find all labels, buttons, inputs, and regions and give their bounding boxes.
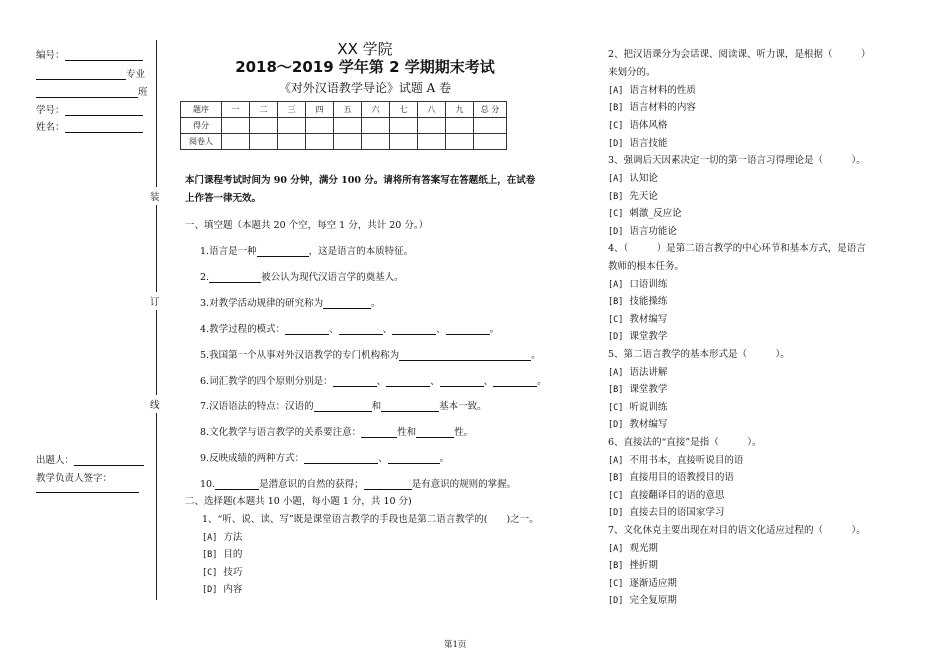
fill-question-3 (200, 295, 381, 309)
choice-question-6-stem: 6、直接法的“直接”是指（ ）。 (608, 437, 762, 448)
number-label: 编号： (36, 50, 65, 61)
score-table-header: 总 分 (474, 102, 507, 118)
option-text: 目的 (223, 549, 243, 560)
option-text: 技能操练 (629, 296, 668, 307)
student-id-blank[interactable] (65, 104, 143, 116)
option-text: 听说训练 (629, 402, 668, 413)
q10-blank[interactable] (364, 478, 412, 490)
exam-subject-title: 《对外汉语教学导论》试题 A 卷 (278, 81, 452, 95)
choice-option[interactable] (608, 381, 667, 395)
option-text: 课堂教学 (629, 384, 668, 395)
option-key: [D] (608, 508, 624, 518)
choice-option[interactable] (608, 311, 667, 325)
grader-cell[interactable] (222, 134, 250, 150)
option-text: 先天论 (629, 191, 658, 202)
choice-option[interactable] (608, 223, 677, 237)
setter-field (36, 452, 144, 466)
option-text: 逐渐适应期 (629, 578, 677, 589)
score-table-header-row (181, 102, 507, 118)
choice-option[interactable] (608, 170, 658, 184)
q7-blank[interactable] (314, 400, 372, 412)
option-text: 直接去目的语国家学习 (629, 507, 725, 518)
option-text: 语言功能论 (629, 226, 677, 237)
q10-text-a: 10. (200, 479, 216, 490)
score-row (181, 118, 507, 134)
q4-blank[interactable] (392, 323, 436, 335)
choice-option[interactable] (608, 469, 734, 483)
option-text: 认知论 (629, 173, 658, 184)
score-table-header: 六 (362, 102, 390, 118)
binding-line (156, 40, 157, 600)
q9-blank[interactable] (304, 452, 378, 464)
grader-cell[interactable] (362, 134, 390, 150)
class-field (36, 84, 148, 98)
option-key: [C] (608, 121, 624, 131)
q6-blank[interactable] (440, 375, 484, 387)
option-text: 技巧 (223, 567, 243, 578)
binding-char-ding: 订 (150, 292, 160, 310)
option-key: [C] (202, 568, 218, 578)
grader-cell[interactable] (446, 134, 474, 150)
option-key: [C] (608, 315, 624, 325)
setter-label: 出题人： (36, 455, 75, 466)
score-cell[interactable] (474, 118, 507, 134)
option-text: 教材编写 (629, 419, 668, 430)
choice-option[interactable] (608, 99, 696, 113)
choice-question-4-stem: 4、（ ）是第二语言教学的中心环节和基本方式，是语言 (608, 243, 866, 254)
grader-cell[interactable] (306, 134, 334, 150)
grader-cell[interactable] (474, 134, 507, 150)
reviewer-blank[interactable] (36, 492, 139, 493)
major-field (36, 66, 145, 80)
q7-text-c: 基本一致。 (439, 401, 487, 412)
choice-question-4-stem-cont: 教师的根本任务。 (608, 261, 685, 272)
grader-cell[interactable] (278, 134, 306, 150)
fill-question-5 (200, 347, 541, 361)
reviewer-label: 教学负责人签字： (36, 473, 113, 484)
option-key: [B] (608, 385, 624, 395)
instructions-line-2: 上作答一律无效。 (185, 193, 262, 204)
choice-option[interactable] (202, 564, 242, 578)
option-text: 语言技能 (629, 138, 668, 149)
q7-text-a: 7.汉语语法的特点：汉语的 (200, 401, 314, 412)
separator: 、 (382, 324, 393, 335)
grader-cell[interactable] (390, 134, 418, 150)
binding-char-zhuang: 装 (150, 187, 160, 205)
q3-text-a: 3.对教学活动规律的研究称为 (200, 298, 324, 309)
option-text: 语言材料的内容 (629, 102, 696, 113)
choice-option[interactable] (608, 399, 667, 413)
option-text: 口语训练 (629, 279, 668, 290)
option-text: 课堂教学 (629, 331, 668, 342)
period: 。 (531, 350, 541, 361)
fill-question-6 (200, 373, 547, 387)
option-text: 不用书本，直接听说目的语 (629, 455, 744, 466)
choice-option[interactable] (608, 592, 677, 606)
score-table-header: 九 (446, 102, 474, 118)
option-text: 完全复原期 (629, 595, 677, 606)
score-table (180, 101, 507, 150)
grader-cell[interactable] (250, 134, 278, 150)
q8-text-c: 性。 (454, 427, 474, 438)
q3-text-b: 。 (371, 298, 381, 309)
period: 。 (489, 324, 500, 335)
choice-question-2-stem-cont: 来划分的。 (608, 67, 656, 78)
q10-text-b: 是潜意识的自然的获得； (259, 479, 364, 490)
section2-title: 二、选择题(本题共 10 小题，每小题 1 分，共 10 分) (185, 496, 412, 507)
q4-blank[interactable] (285, 323, 329, 335)
score-table-header: 题序 (181, 102, 222, 118)
q1-text-b: ，这是语言的本质特征。 (308, 246, 414, 257)
q5-blank[interactable] (399, 349, 531, 361)
choice-option[interactable] (202, 581, 242, 595)
option-key: [C] (608, 491, 624, 501)
major-label: 专业 (126, 69, 146, 80)
q6-blank[interactable] (333, 375, 377, 387)
score-cell[interactable] (362, 118, 390, 134)
q2-blank[interactable] (209, 271, 261, 283)
option-text: 直接用目的语教授目的语 (629, 472, 734, 483)
name-blank[interactable] (65, 121, 143, 133)
q2-text-a: 2. (200, 272, 210, 283)
q8-blank[interactable] (416, 426, 454, 438)
score-table-header: 三 (278, 102, 306, 118)
name-field (36, 119, 143, 133)
q4-blank[interactable] (339, 323, 383, 335)
q8-text-b: 性和 (397, 427, 417, 438)
score-table-header: 五 (334, 102, 362, 118)
fill-question-9 (200, 450, 449, 464)
fill-question-2 (200, 269, 404, 283)
score-cell[interactable] (250, 118, 278, 134)
option-text: 语言材料的性质 (629, 85, 696, 96)
binding-char-xian: 线 (150, 395, 160, 413)
score-table-header: 二 (250, 102, 278, 118)
q6-blank[interactable] (493, 375, 537, 387)
option-text: 语体风格 (629, 120, 668, 131)
score-cell[interactable] (278, 118, 306, 134)
number-field (36, 47, 143, 61)
score-cell[interactable] (334, 118, 362, 134)
option-key: [B] (608, 473, 624, 483)
score-cell[interactable] (418, 118, 446, 134)
q4-text-a: 4.教学过程的模式： (200, 324, 286, 335)
choice-question-3-stem: 3、强调后天因素决定一切的第一语言习得理论是（ ）。 (608, 155, 866, 166)
q7-blank[interactable] (381, 400, 439, 412)
fill-question-1 (200, 243, 413, 257)
separator: 、 (436, 324, 446, 335)
option-key: [A] (608, 174, 624, 184)
option-key: [D] (608, 596, 624, 606)
fill-question-7 (200, 398, 487, 412)
option-text: 方法 (223, 532, 243, 543)
separator: 、 (483, 376, 494, 387)
option-text: 内容 (223, 584, 243, 595)
option-key: [B] (202, 550, 218, 560)
choice-question-1-stem: 1、“听、说、读、写”既是课堂语言教学的手段也是第二语言教学的( )之一。 (202, 514, 539, 525)
score-cell[interactable] (306, 118, 334, 134)
q5-text-a: 5.我国第一个从事对外汉语教学的专门机构称为 (200, 350, 400, 361)
separator: 、 (378, 453, 388, 464)
score-table-header: 一 (222, 102, 250, 118)
option-key: [A] (608, 86, 624, 96)
setter-blank[interactable] (74, 454, 144, 466)
option-text: 观光期 (629, 543, 658, 554)
class-blank[interactable] (36, 86, 138, 98)
q6-blank[interactable] (386, 375, 430, 387)
option-key: [A] (608, 368, 624, 378)
fill-question-10 (200, 476, 516, 490)
q10-blank[interactable] (215, 478, 259, 490)
period: 。 (537, 376, 547, 387)
option-key: [B] (608, 192, 624, 202)
student-id-field (36, 102, 143, 116)
instructions-line-1: 本门课程考试时间为 90 分钟，满分 100 分。请将所有答案写在答题纸上，在试卷 (185, 175, 536, 186)
school-title: XX 学院 (337, 40, 393, 58)
score-cell[interactable] (390, 118, 418, 134)
grader-row (181, 134, 507, 150)
score-cell[interactable] (446, 118, 474, 134)
option-key: [A] (608, 456, 624, 466)
fill-question-8 (200, 424, 473, 438)
choice-question-5-stem: 5、第二语言教学的基本形式是（ ）。 (608, 349, 790, 360)
q1-blank[interactable] (257, 245, 309, 257)
q7-text-b: 和 (371, 401, 382, 412)
option-key: [A] (608, 280, 624, 290)
separator: 、 (430, 376, 440, 387)
exam-term-title: 2018～2019 学年第 2 学期期末考试 (235, 58, 495, 76)
separator: 、 (329, 324, 339, 335)
name-label: 姓名： (36, 122, 65, 133)
page-number: 第1页 (444, 640, 467, 650)
grader-row-label: 阅卷人 (181, 134, 222, 150)
score-table-header: 七 (390, 102, 418, 118)
choice-option[interactable] (608, 364, 667, 378)
choice-option[interactable] (608, 276, 667, 290)
q9-blank[interactable] (388, 452, 440, 464)
choice-question-2-stem: 2、把汉语课分为会话课、阅读课、听力课，是根据（ ） (608, 49, 871, 60)
choice-option[interactable] (608, 452, 743, 466)
option-key: [D] (608, 227, 624, 237)
choice-option[interactable] (608, 82, 696, 96)
choice-option[interactable] (608, 205, 682, 219)
option-key: [D] (202, 585, 218, 595)
option-text: 语法讲解 (629, 367, 668, 378)
option-key: [A] (608, 544, 624, 554)
choice-option[interactable] (608, 188, 658, 202)
choice-option[interactable] (608, 135, 667, 149)
choice-option[interactable] (608, 328, 667, 342)
q9-text-a: 9.反映成绩的两种方式： (200, 453, 305, 464)
option-text: 刺激_反应论 (629, 208, 682, 219)
choice-option[interactable] (608, 487, 724, 501)
score-cell[interactable] (222, 118, 250, 134)
option-text: 直接翻译目的语的意思 (629, 490, 725, 501)
option-key: [C] (608, 579, 624, 589)
q8-blank[interactable] (361, 426, 397, 438)
choice-option[interactable] (608, 293, 667, 307)
choice-option[interactable] (608, 557, 658, 571)
fill-question-4 (200, 321, 499, 335)
option-key: [C] (608, 403, 624, 413)
option-key: [B] (608, 103, 624, 113)
q2-text-b: 被公认为现代汉语言学的奠基人。 (261, 272, 404, 283)
option-key: [A] (202, 533, 218, 543)
choice-option[interactable] (608, 117, 667, 131)
choice-option[interactable] (608, 504, 724, 518)
q8-text-a: 8.文化教学与语言教学的关系要注意： (200, 427, 362, 438)
choice-option[interactable] (202, 529, 242, 543)
q10-text-c: 是有意识的规则的掌握。 (411, 479, 517, 490)
option-text: 挫折期 (629, 560, 658, 571)
major-blank[interactable] (36, 68, 126, 80)
period: 。 (439, 453, 450, 464)
option-key: [D] (608, 139, 624, 149)
score-table-header: 八 (418, 102, 446, 118)
option-key: [D] (608, 420, 624, 430)
choice-option[interactable] (608, 540, 658, 554)
q3-blank[interactable] (323, 297, 371, 309)
grader-cell[interactable] (418, 134, 446, 150)
grader-cell[interactable] (334, 134, 362, 150)
option-text: 教材编写 (629, 314, 668, 325)
option-key: [B] (608, 561, 624, 571)
option-key: [C] (608, 209, 624, 219)
student-id-label: 学号： (36, 105, 65, 116)
number-blank[interactable] (65, 49, 143, 61)
score-row-label: 得分 (181, 118, 222, 134)
choice-option[interactable] (608, 416, 667, 430)
option-key: [B] (608, 297, 624, 307)
class-label: 班 (138, 87, 148, 98)
q1-text-a: 1.语言是一种 (200, 246, 257, 257)
choice-option[interactable] (608, 575, 677, 589)
q6-text-a: 6.词汇教学的四个原则分别是： (200, 376, 333, 387)
section1-title: 一、填空题（本题共 20 个空，每空 1 分，共计 20 分。） (185, 220, 429, 231)
separator: 、 (376, 376, 387, 387)
score-table-header: 四 (306, 102, 334, 118)
choice-question-7-stem: 7、文化休克主要出现在对目的语文化适应过程的（ ）。 (608, 525, 866, 536)
option-key: [D] (608, 332, 624, 342)
q4-blank[interactable] (446, 323, 490, 335)
choice-option[interactable] (202, 546, 242, 560)
